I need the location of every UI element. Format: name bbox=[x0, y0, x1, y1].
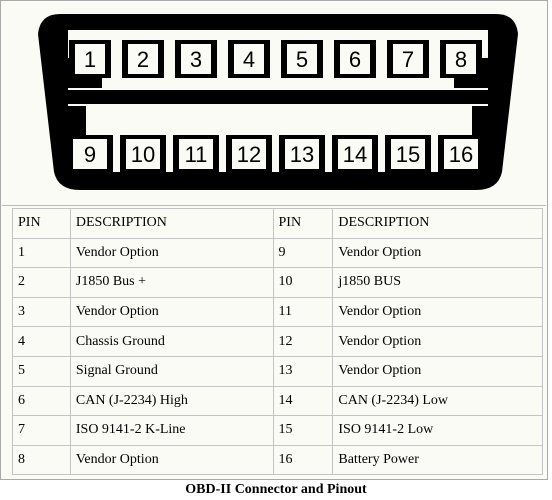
description-cell: Vendor Option bbox=[70, 445, 273, 475]
description-cell: Signal Ground bbox=[70, 356, 273, 386]
pin-number-label: 10 bbox=[130, 142, 156, 167]
pin-number-label: 4 bbox=[242, 47, 256, 72]
pin-number-label: 14 bbox=[342, 142, 368, 167]
pinout-table bbox=[12, 208, 543, 475]
description-cell: Vendor Option bbox=[333, 297, 543, 327]
description-cell: ISO 9141-2 Low bbox=[333, 416, 543, 446]
pin-cell: 12 bbox=[273, 327, 333, 357]
table-row bbox=[13, 238, 543, 268]
figure-caption: OBD-II Connector and Pinout bbox=[185, 482, 367, 497]
connector-diagram bbox=[2, 2, 546, 206]
description-cell: CAN (J-2234) High bbox=[70, 386, 273, 416]
pin-cell: 10 bbox=[273, 268, 333, 298]
pin-number-label: 7 bbox=[401, 47, 415, 72]
description-cell: ISO 9141-2 K-Line bbox=[70, 416, 273, 446]
pin-cell: 3 bbox=[13, 297, 71, 327]
description-cell: Vendor Option bbox=[333, 327, 543, 357]
description-cell: J1850 Bus + bbox=[70, 268, 273, 298]
pin-number-label: 1 bbox=[83, 47, 97, 72]
description-cell: Vendor Option bbox=[333, 238, 543, 268]
pin-number-label: 8 bbox=[454, 47, 468, 72]
description-cell: Chassis Ground bbox=[70, 327, 273, 357]
table-body bbox=[13, 238, 543, 475]
pin-cell: 16 bbox=[273, 445, 333, 475]
pin-cell: 15 bbox=[273, 416, 333, 446]
pin-number-label: 13 bbox=[289, 142, 315, 167]
header-pin-right: PIN bbox=[273, 209, 333, 239]
description-cell: j1850 BUS bbox=[333, 268, 543, 298]
header-pin-left: PIN bbox=[13, 209, 71, 239]
description-cell: Battery Power bbox=[333, 445, 543, 475]
obd2-connector-drawing bbox=[2, 2, 546, 205]
pin-cell: 13 bbox=[273, 356, 333, 386]
pin-number-label: 16 bbox=[448, 142, 474, 167]
pin-cell: 2 bbox=[13, 268, 71, 298]
header-description-right: DESCRIPTION bbox=[333, 209, 543, 239]
table-row bbox=[13, 445, 543, 475]
description-cell: Vendor Option bbox=[70, 238, 273, 268]
connector-middle-band bbox=[64, 90, 492, 104]
description-cell: CAN (J-2234) Low bbox=[333, 386, 543, 416]
pin-cell: 11 bbox=[273, 297, 333, 327]
table-header-row bbox=[13, 209, 543, 239]
table-row bbox=[13, 416, 543, 446]
pin-cell: 7 bbox=[13, 416, 71, 446]
pin-number-label: 15 bbox=[395, 142, 421, 167]
header-description-left: DESCRIPTION bbox=[70, 209, 273, 239]
pin-number-label: 5 bbox=[295, 47, 309, 72]
pin-number-label: 9 bbox=[83, 142, 97, 167]
pin-cell: 9 bbox=[273, 238, 333, 268]
pin-cell: 8 bbox=[13, 445, 71, 475]
pin-number-label: 2 bbox=[136, 47, 150, 72]
pin-cell: 6 bbox=[13, 386, 71, 416]
description-cell: Vendor Option bbox=[70, 297, 273, 327]
table-row bbox=[13, 386, 543, 416]
table-row bbox=[13, 268, 543, 298]
pin-cell: 4 bbox=[13, 327, 71, 357]
table-row bbox=[13, 356, 543, 386]
table-row bbox=[13, 297, 543, 327]
pin-cell: 5 bbox=[13, 356, 71, 386]
pin-cell: 14 bbox=[273, 386, 333, 416]
table-row bbox=[13, 327, 543, 357]
pin-number-label: 12 bbox=[236, 142, 262, 167]
description-cell: Vendor Option bbox=[333, 356, 543, 386]
pin-number-label: 11 bbox=[184, 142, 208, 167]
pin-number-label: 6 bbox=[348, 47, 362, 72]
pin-number-label: 3 bbox=[189, 47, 203, 72]
pin-cell: 1 bbox=[13, 238, 71, 268]
